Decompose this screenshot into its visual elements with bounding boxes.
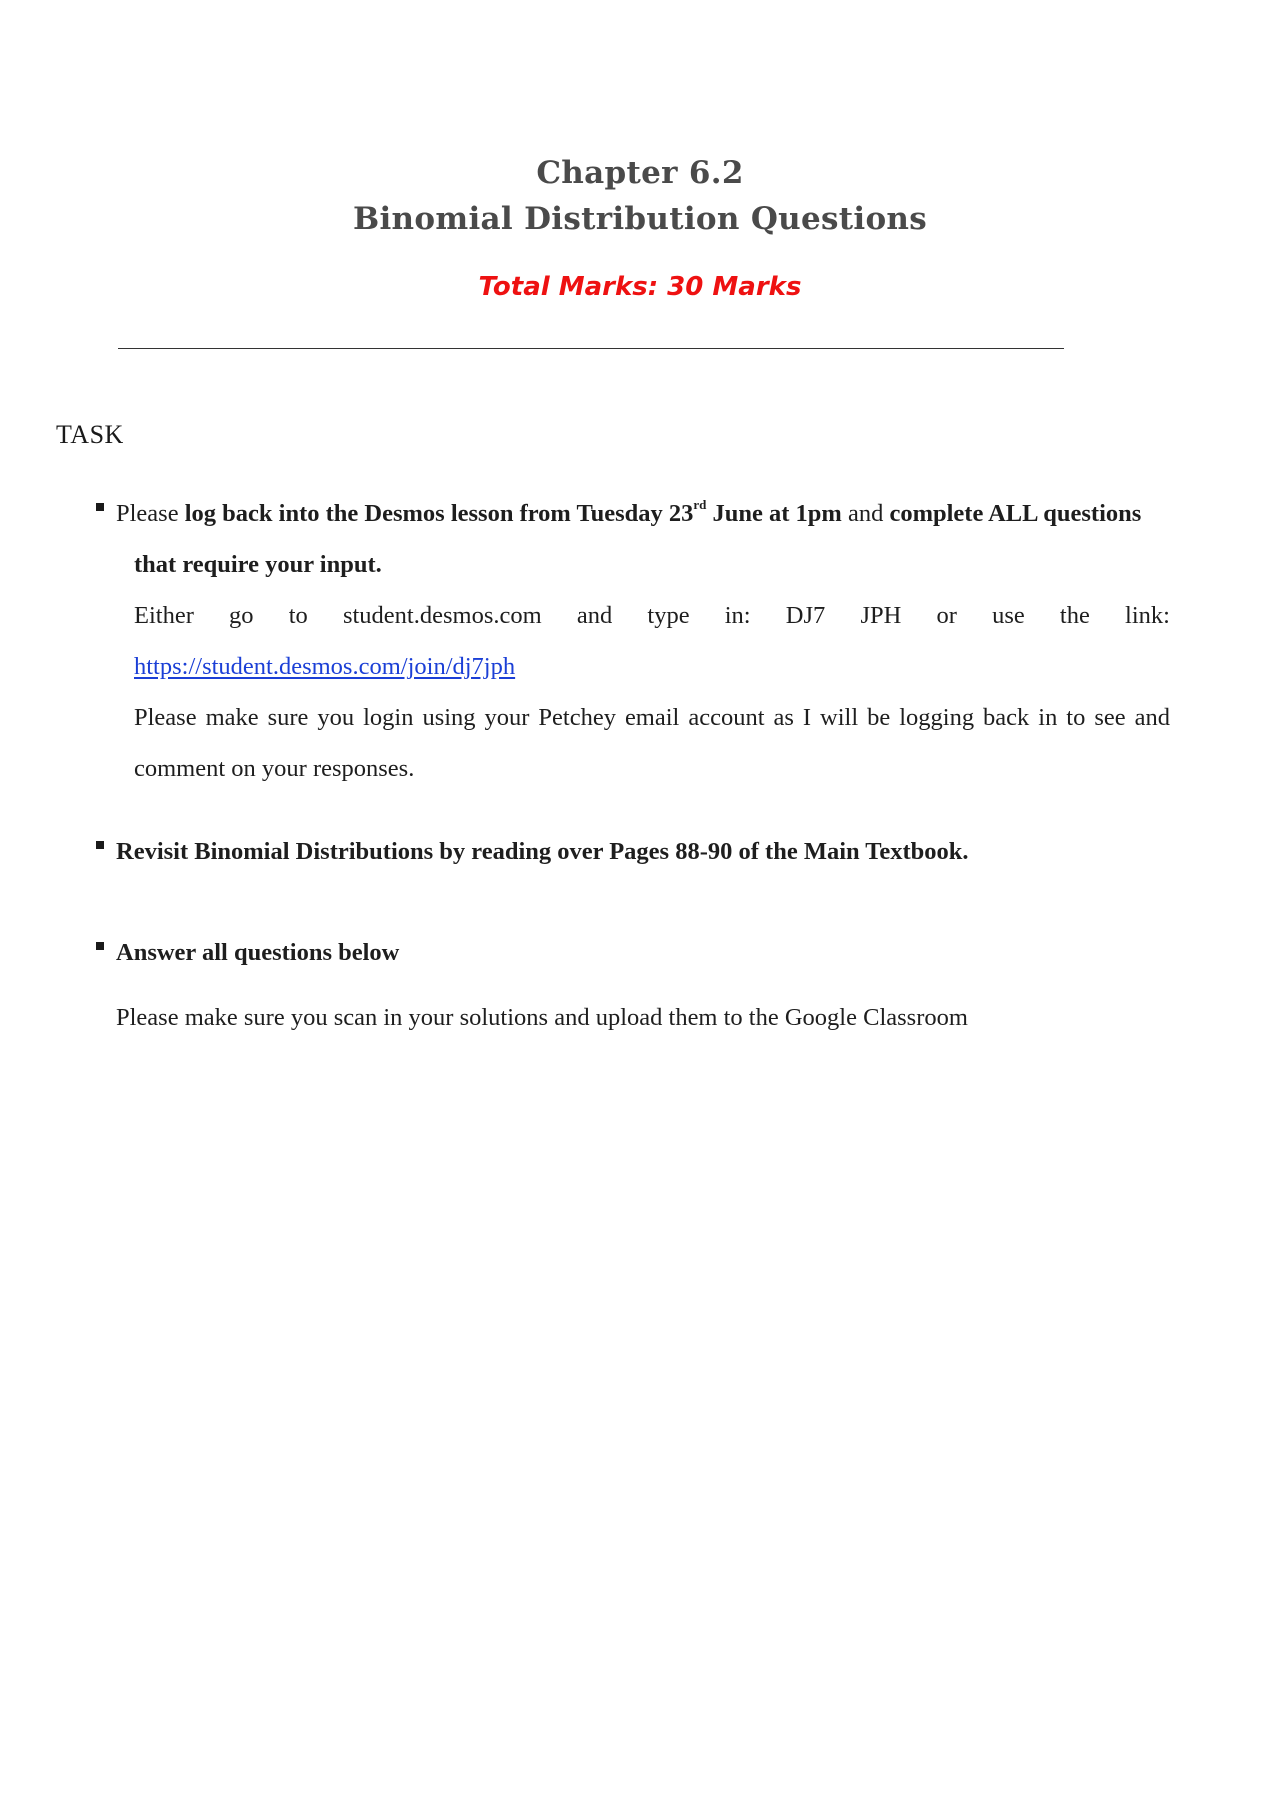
task-item-revisit <box>92 826 1172 877</box>
upload-note: Please make sure you scan in your solutions and upload them to the Google Classroom <box>116 1004 968 1031</box>
divider-line <box>118 348 1064 349</box>
login-instruction-line1: Please make sure you login using your Petchey email account as I will be logging back in to see and <box>134 704 1170 731</box>
square-bullet-icon <box>96 942 104 950</box>
answer-instruction: Answer all questions below <box>116 939 400 966</box>
total-marks: Total Marks: 30 Marks <box>478 272 802 302</box>
chapter-title: Chapter 6.2 <box>536 155 744 191</box>
task-item-answer <box>92 927 1172 1038</box>
desmos-join-link[interactable]: https://student.desmos.com/join/dj7jph <box>134 653 516 680</box>
class-code-part2: JPH <box>860 602 902 629</box>
link-line <box>134 641 1172 692</box>
square-bullet-icon <box>96 841 104 849</box>
task-item-desmos <box>92 488 1172 794</box>
join-code-line: Either go to student.desmos.com and type in: DJ7 JPH or use the link: <box>134 590 1170 641</box>
square-bullet-icon <box>96 503 104 511</box>
login-instruction-line2: comment on your responses. <box>134 755 415 782</box>
desmos-instruction-cont: that require your input. <box>134 551 382 578</box>
desmos-site: student.desmos.com <box>342 602 542 629</box>
desmos-instruction: Please log back into the Desmos lesson from Tuesday 23rd June at 1pm and complete ALL questions <box>116 497 1142 527</box>
class-code-part1: DJ7 <box>785 602 826 629</box>
title-block <box>0 150 1280 242</box>
task-list <box>92 488 1172 1038</box>
document-title: Binomial Distribution Questions <box>352 201 928 237</box>
task-heading: TASK <box>56 420 124 449</box>
revisit-instruction: Revisit Binomial Distributions by reading over Pages 88-90 of the Main Textbook. <box>116 838 969 865</box>
